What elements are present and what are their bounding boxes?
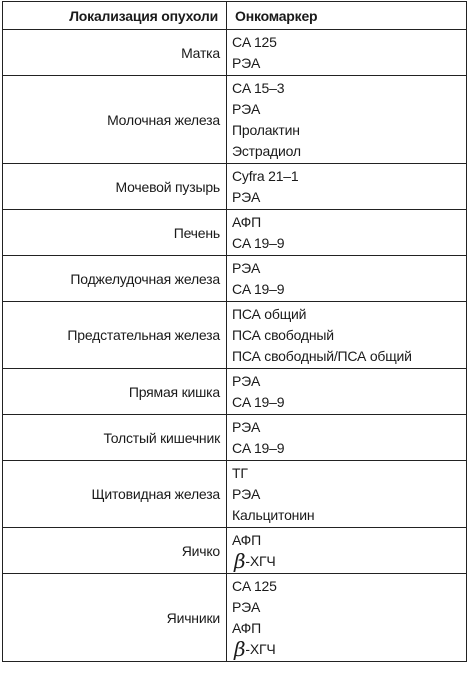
marker-item: ТГ bbox=[232, 465, 248, 481]
marker-item: АФП bbox=[232, 214, 261, 230]
tumor-marker-cell bbox=[227, 369, 467, 415]
marker-item: Cyfra 21–1 bbox=[232, 168, 299, 184]
marker-item: β-ХГЧ bbox=[234, 637, 276, 661]
table-row bbox=[3, 574, 467, 662]
marker-item: РЭА bbox=[232, 486, 261, 502]
marker-item: CA 125 bbox=[232, 578, 277, 594]
table-row bbox=[3, 415, 467, 461]
marker-item: β-ХГЧ bbox=[234, 549, 276, 573]
table-row bbox=[3, 164, 467, 210]
tumor-location-cell: Печень bbox=[3, 210, 227, 256]
tumor-marker-cell bbox=[227, 210, 467, 256]
marker-item: РЭА bbox=[232, 101, 261, 117]
tumor-location-cell: Толстый кишечник bbox=[3, 415, 227, 461]
tumor-marker-cell bbox=[227, 302, 467, 369]
marker-item: CA 19–9 bbox=[232, 281, 285, 297]
marker-item: РЭА bbox=[232, 373, 261, 389]
tumor-marker-cell bbox=[227, 415, 467, 461]
marker-item: АФП bbox=[232, 532, 261, 548]
marker-item: РЭА bbox=[232, 599, 261, 615]
marker-item: Пролактин bbox=[232, 122, 300, 138]
tumor-marker-cell bbox=[227, 30, 467, 76]
marker-item: CA 125 bbox=[232, 34, 277, 50]
tumor-location-cell: Предстательная железа bbox=[3, 302, 227, 369]
table-row bbox=[3, 76, 467, 164]
table-body bbox=[3, 30, 467, 662]
tumor-location-cell: Яичко bbox=[3, 528, 227, 574]
table-row bbox=[3, 30, 467, 76]
marker-item: CA 15–3 bbox=[232, 80, 285, 96]
marker-item: ПСА общий bbox=[232, 306, 307, 322]
tumor-location-cell: Матка bbox=[3, 30, 227, 76]
tumor-marker-cell bbox=[227, 461, 467, 528]
tumor-marker-cell bbox=[227, 528, 467, 574]
marker-item: CA 19–9 bbox=[232, 235, 285, 251]
table-row bbox=[3, 302, 467, 369]
tumor-location-cell: Прямая кишка bbox=[3, 369, 227, 415]
tumor-location-cell: Щитовидная железа bbox=[3, 461, 227, 528]
tumor-location-cell: Поджелудочная железа bbox=[3, 256, 227, 302]
table-row bbox=[3, 256, 467, 302]
marker-item: РЭА bbox=[232, 55, 261, 71]
tumor-marker-cell bbox=[227, 76, 467, 164]
table-row bbox=[3, 461, 467, 528]
tumor-location-cell: Яичники bbox=[3, 574, 227, 662]
marker-item: ПСА свободный bbox=[232, 327, 334, 343]
marker-item: РЭА bbox=[232, 260, 261, 276]
tumor-location-cell: Молочная железа bbox=[3, 76, 227, 164]
marker-item: Кальцитонин bbox=[232, 507, 315, 523]
marker-item: РЭА bbox=[232, 189, 261, 205]
table-header-row bbox=[3, 2, 467, 30]
marker-item: АФП bbox=[232, 620, 261, 636]
marker-item: РЭА bbox=[232, 419, 261, 435]
header-marker: Онкомаркер bbox=[227, 2, 467, 30]
marker-item: Эстрадиол bbox=[232, 143, 301, 159]
tumor-marker-cell bbox=[227, 164, 467, 210]
marker-item: CA 19–9 bbox=[232, 394, 285, 410]
tumor-location-cell: Мочевой пузырь bbox=[3, 164, 227, 210]
table-row bbox=[3, 369, 467, 415]
tumor-marker-cell bbox=[227, 256, 467, 302]
tumor-marker-cell bbox=[227, 574, 467, 662]
table-row bbox=[3, 210, 467, 256]
marker-item: ПСА свободный/ПСА общий bbox=[232, 348, 412, 364]
tumor-marker-table bbox=[2, 1, 467, 662]
header-location: Локализация опухоли bbox=[3, 2, 227, 30]
table-row bbox=[3, 528, 467, 574]
marker-item: CA 19–9 bbox=[232, 440, 285, 456]
